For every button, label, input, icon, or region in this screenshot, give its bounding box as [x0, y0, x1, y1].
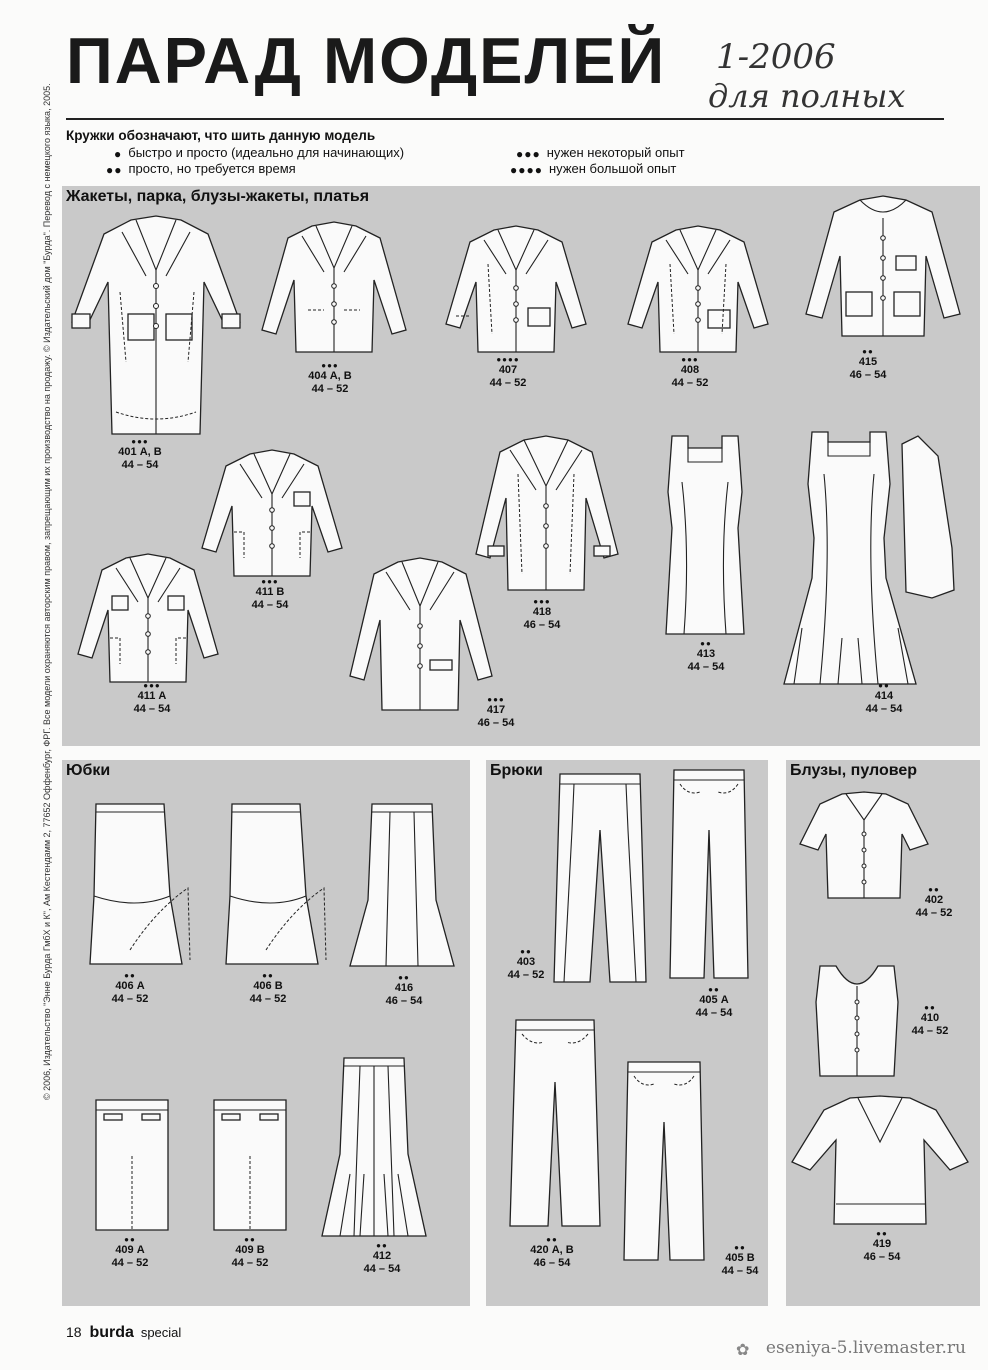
section-title-skirts: Юбки	[66, 762, 111, 779]
side-copyright: © 2006, Издательство "Энне Бурда ГмбХ и К", Ам Кестендамм 2, 77652 Оффенбург, ФРГ. Все модели охраняются авторским правом, запрещающим их производство на продажу. © Издательский дом "Бурда". Перевод с немецкого языка, 2005.	[42, 83, 52, 1100]
model-label	[502, 598, 582, 632]
model-number: 413	[696, 648, 716, 660]
model-label	[650, 356, 730, 390]
model-sizes: 44 – 54	[687, 661, 725, 673]
difficulty-dots: ●●	[398, 973, 410, 982]
difficulty-dots: ●●	[520, 947, 532, 956]
model-label	[100, 438, 180, 472]
sketch-pullover-419	[792, 1094, 968, 1228]
difficulty-dots: ●●●	[516, 146, 541, 161]
model-number: 411 А	[137, 690, 167, 702]
model-sizes: 44 – 54	[363, 1263, 401, 1275]
model-sizes: 46 – 54	[477, 717, 515, 729]
model-number: 402	[924, 894, 944, 906]
difficulty-dots: ●●	[124, 971, 136, 980]
model-sizes: 44 – 54	[721, 1265, 759, 1277]
model-number: 418	[532, 606, 552, 618]
difficulty-dots: ●●●	[681, 355, 699, 364]
model-label	[112, 682, 192, 716]
difficulty-dots: ●	[114, 146, 123, 161]
model-number: 419	[872, 1238, 892, 1250]
sketch-skirt-416	[350, 800, 456, 970]
watermark: eseniya-5.livemaster.ru	[765, 1338, 966, 1358]
sketch-skirt-409b	[210, 1096, 290, 1236]
model-sizes: 44 – 52	[671, 377, 709, 389]
model-label	[842, 1230, 922, 1264]
model-label	[844, 682, 924, 716]
model-label	[90, 1236, 170, 1270]
difficulty-dots: ●●	[262, 971, 274, 980]
model-label	[364, 974, 444, 1008]
flower-icon: ✿	[736, 1342, 750, 1359]
model-number: 403	[516, 956, 536, 968]
difficulty-dots: ●●	[708, 985, 720, 994]
model-sizes: 44 – 52	[489, 377, 527, 389]
model-number: 416	[394, 982, 414, 994]
model-sizes: 44 – 52	[507, 969, 545, 981]
model-number: 407	[498, 364, 518, 376]
model-number: 409 А	[115, 1244, 145, 1256]
model-number: 417	[486, 704, 506, 716]
difficulty-dots: ●●	[924, 1003, 936, 1012]
model-label	[468, 356, 548, 390]
section-title-trousers: Брюки	[490, 762, 543, 779]
model-label	[890, 1004, 970, 1038]
model-label	[230, 578, 310, 612]
model-label	[486, 948, 566, 982]
legend-text: просто, но требуется время	[128, 161, 296, 176]
model-number: 406 А	[115, 980, 145, 992]
model-sizes: 44 – 52	[915, 907, 953, 919]
model-number: 415	[858, 356, 878, 368]
model-number: 410	[920, 1012, 940, 1024]
legend-text: нужен некоторый опыт	[546, 145, 685, 160]
legend	[66, 128, 866, 178]
difficulty-dots: ●●●●	[496, 355, 520, 364]
section-title-jackets: Жакеты, парка, блузы-жакеты, платья	[66, 188, 370, 205]
model-number: 420 А, В	[530, 1244, 574, 1256]
difficulty-dots: ●●	[376, 1241, 388, 1250]
difficulty-dots: ●●●●	[510, 162, 543, 177]
difficulty-dots: ●●	[878, 681, 890, 690]
difficulty-dots: ●●	[876, 1229, 888, 1238]
model-label	[700, 1244, 780, 1278]
difficulty-dots: ●●●	[131, 437, 149, 446]
difficulty-dots: ●●	[244, 1235, 256, 1244]
model-sizes: 46 – 54	[523, 619, 561, 631]
model-label	[674, 986, 754, 1020]
sketch-jacket-417	[350, 556, 492, 714]
page-number: 18	[66, 1324, 82, 1340]
model-label	[90, 972, 170, 1006]
model-label	[290, 362, 370, 396]
model-sizes: 44 – 54	[251, 599, 289, 611]
page-title: ПАРАД МОДЕЛЕЙ	[66, 24, 667, 97]
difficulty-dots: ●●	[124, 1235, 136, 1244]
model-sizes: 44 – 52	[311, 383, 349, 395]
model-number: 401 А, В	[118, 446, 162, 458]
model-sizes: 44 – 54	[695, 1007, 733, 1019]
section-title-blouses: Блузы, пуловер	[790, 762, 918, 779]
legend-item	[106, 161, 296, 177]
difficulty-dots: ●●	[862, 347, 874, 356]
sketch-dress-414	[790, 428, 960, 690]
model-label	[894, 886, 974, 920]
model-sizes: 44 – 54	[121, 459, 159, 471]
model-number: 408	[680, 364, 700, 376]
model-label	[342, 1242, 422, 1276]
model-label	[666, 640, 746, 674]
handwritten-note-category: для полных	[708, 77, 906, 115]
model-number: 405 В	[725, 1252, 755, 1264]
model-number: 412	[372, 1250, 392, 1262]
brand-logo: burda	[89, 1324, 134, 1341]
difficulty-dots: ●●●	[261, 577, 279, 586]
difficulty-dots: ●●	[734, 1243, 746, 1252]
model-sizes: 44 – 52	[249, 993, 287, 1005]
sketch-dress-413	[660, 432, 750, 638]
difficulty-dots: ●●	[700, 639, 712, 648]
model-sizes: 44 – 52	[111, 1257, 149, 1269]
model-label	[210, 1236, 290, 1270]
model-number: 406 В	[253, 980, 283, 992]
difficulty-dots: ●●●	[143, 681, 161, 690]
title-rule	[66, 118, 944, 120]
legend-item	[510, 161, 676, 177]
model-label	[228, 972, 308, 1006]
model-label	[456, 696, 536, 730]
sketch-jacket-411a	[80, 552, 220, 686]
model-sizes: 44 – 54	[133, 703, 171, 715]
legend-item	[114, 145, 404, 161]
sketch-trousers-420	[508, 1016, 602, 1230]
model-number: 411 В	[255, 586, 285, 598]
difficulty-dots: ●●	[106, 162, 123, 177]
model-sizes: 44 – 52	[111, 993, 149, 1005]
sketch-jacket-408	[630, 224, 768, 356]
sketch-jacket-415	[808, 194, 958, 342]
model-label	[828, 348, 908, 382]
legend-text: быстро и просто (идеально для начинающих)	[128, 145, 405, 160]
model-number: 409 В	[235, 1244, 265, 1256]
sketch-trousers-405a	[666, 766, 752, 982]
model-number: 404 А, В	[308, 370, 352, 382]
model-sizes: 46 – 54	[385, 995, 423, 1007]
sketch-skirt-406a	[86, 800, 190, 970]
legend-item	[516, 145, 685, 161]
model-sizes: 46 – 54	[533, 1257, 571, 1269]
model-sizes: 46 – 54	[849, 369, 887, 381]
model-sizes: 44 – 52	[231, 1257, 269, 1269]
sketch-skirt-406b	[222, 800, 326, 970]
sketch-jacket-411b	[204, 448, 342, 580]
difficulty-dots: ●●	[546, 1235, 558, 1244]
sketch-trousers-405b	[620, 1058, 708, 1264]
handwritten-note-issue: 1-2006	[716, 37, 836, 77]
sketch-coat-401	[76, 212, 236, 442]
difficulty-dots: ●●●	[321, 361, 339, 370]
model-label	[512, 1236, 592, 1270]
sketch-skirt-409a	[92, 1096, 172, 1236]
brand-sub: special	[140, 1325, 182, 1340]
sketch-jacket-407	[448, 224, 586, 356]
legend-heading: Кружки обозначают, что шить данную модель	[66, 128, 376, 143]
difficulty-dots: ●●●	[487, 695, 505, 704]
model-sizes: 46 – 54	[863, 1251, 901, 1263]
model-sizes: 44 – 52	[911, 1025, 949, 1037]
difficulty-dots: ●●●	[533, 597, 551, 606]
page-footer	[66, 1324, 181, 1342]
model-number: 405 А	[699, 994, 729, 1006]
sketch-jacket-404	[264, 220, 404, 360]
model-number: 414	[874, 690, 894, 702]
legend-text: нужен большой опыт	[549, 161, 677, 176]
sketch-skirt-412	[320, 1054, 430, 1240]
model-sizes: 44 – 54	[865, 703, 903, 715]
difficulty-dots: ●●	[928, 885, 940, 894]
sketch-jacket-418	[478, 434, 618, 594]
